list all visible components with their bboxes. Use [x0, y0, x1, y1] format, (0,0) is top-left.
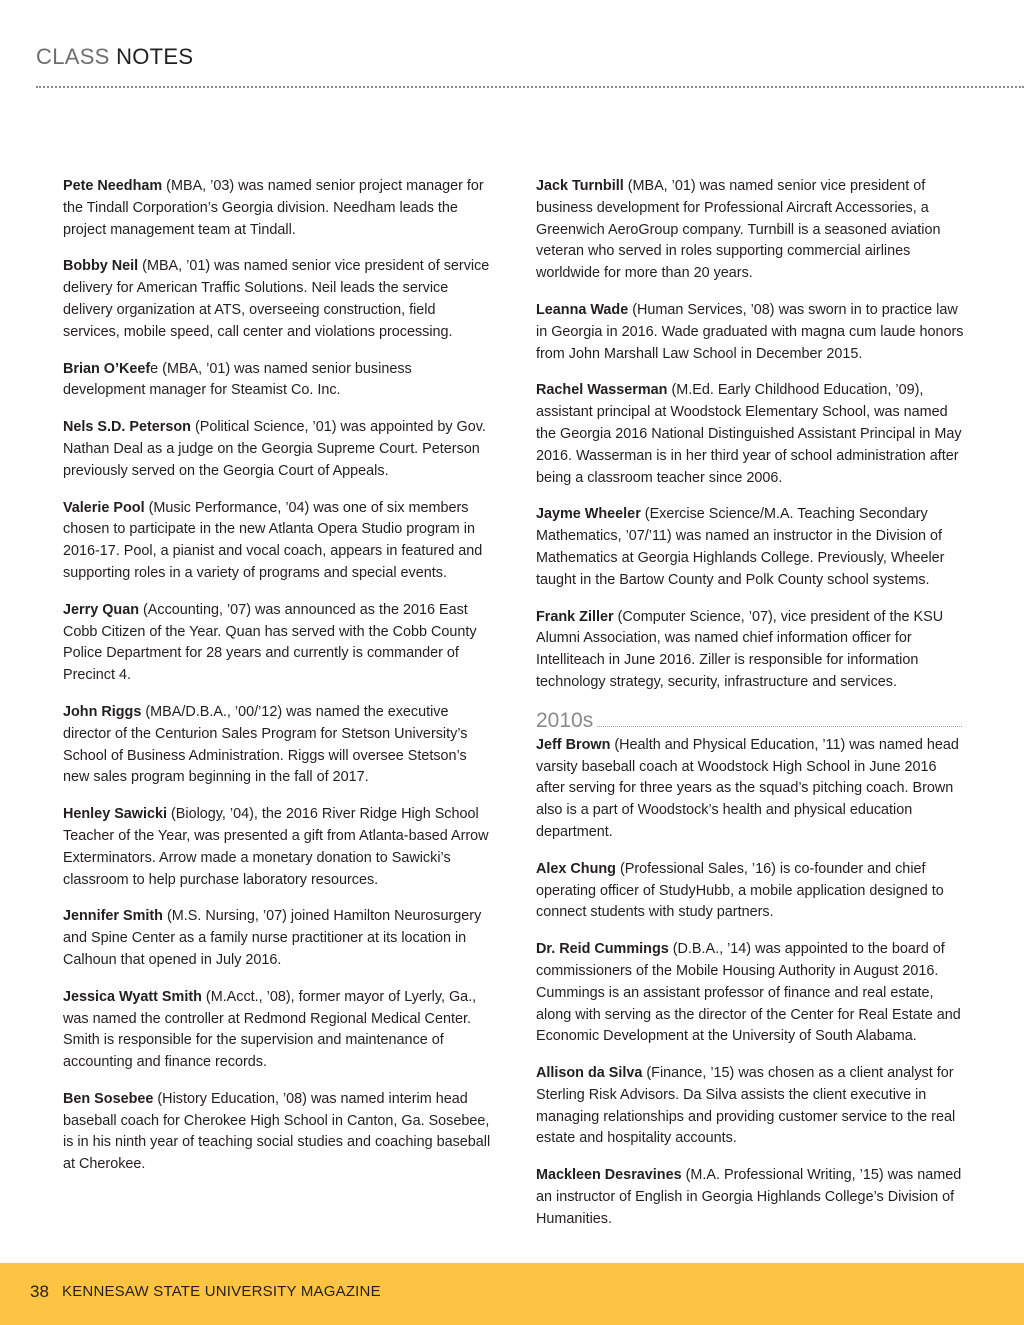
class-note-entry [536, 1063, 968, 1150]
note-text: (MBA, ’01) was named senior vice president of service delivery for American Traffic Solutions. Neil leads the service delivery organization at ATS, overseeing construction, field services, mobile speed, call center and violations processing. [63, 258, 490, 340]
note-text: (Human Services, ’08) was sworn in to practice law in Georgia in 2016. Wade graduated with magna cum laude honors from John Marshall Law School in December 2015. [536, 301, 964, 362]
alumni-name: Valerie Pool [63, 499, 145, 516]
class-note-entry [63, 176, 495, 241]
alumni-name: Brian O’Keef [63, 360, 151, 377]
note-text: (MBA/D.B.A., ’00/’12) was named the executive director of the Centurion Sales Program for Stetson University’s School of Business Administration. Riggs will oversee Stetson’s new sales program beginning in the fall of 2017. [63, 703, 468, 786]
note-text: (Health and Physical Education, ’11) was named head varsity baseball coach at Woodstock High School in June 2016 after serving for three years as the squad’s pitching coach. Brown also is a part of Woodstock’s health and physical education department. [536, 736, 959, 840]
note-text: (M.Ed. Early Childhood Education, ’09), assistant principal at Woodstock Elementary School, was named the Georgia 2016 National Distinguished Assistant Principal in May 2016. Wasserman is in her third year of school administration after being a classroom teacher since 2006. [536, 382, 962, 486]
section-title-class: CLASS [36, 44, 110, 69]
note-text: (MBA, ’01) was named senior vice president of business development for Professional Aircraft Accessories, a Greenwich AeroGroup company. Turnbill is a seasoned aviation veteran who served in roles supporting commercial airlines worldwide for more than 20 years. [536, 178, 941, 282]
decade-heading [536, 709, 968, 733]
alumni-name: Mackleen Desravines [536, 1167, 682, 1184]
alumni-name: Jennifer Smith [63, 908, 163, 925]
class-note-entry [63, 1089, 495, 1176]
class-note-entry [536, 735, 968, 844]
alumni-name: Rachel Wasserman [536, 382, 668, 399]
decade-label: 2010s [536, 708, 594, 732]
left-column [63, 176, 495, 1191]
alumni-name: Jerry Quan [63, 601, 139, 618]
class-note-entry [63, 359, 495, 403]
note-text: (Political Science, ’01) was appointed by Gov. Nathan Deal as a judge on the Georgia Supreme Court. Peterson previously served on the Georgia Court of Appeals. [63, 419, 486, 479]
note-text: (Music Performance, ’04) was one of six members chosen to participate in the new Atlanta Opera Studio program in 2016-17. Pool, a pianist and vocal coach, appears in featured and supporting roles in a variety of programs and special events. [63, 499, 483, 581]
class-note-entry [63, 417, 495, 482]
alumni-name: Bobby Neil [63, 258, 139, 275]
note-text: (Biology, ’04), the 2016 River Ridge High School Teacher of the Year, was presented a gift from Atlanta-based Arrow Exterminators. Arrow made a monetary donation to Sawicki’s classroom to help purchase laboratory resources. [63, 806, 489, 888]
alumni-name: Alex Chung [536, 860, 616, 877]
alumni-name: Frank Ziller [536, 608, 614, 625]
magazine-name: KENNESAW STATE UNIVERSITY MAGAZINE [62, 1283, 381, 1300]
note-text: (Accounting, ’07) was announced as the 2016 East Cobb Citizen of the Year. Quan has served with the Cobb County Police Department for 28 years and currently is commander of Precinct 4. [63, 601, 477, 684]
note-text: (Exercise Science/M.A. Teaching Secondary Mathematics, ’07/’11) was named an instructor in the Division of Mathematics at Georgia Highlands College. Previously, Wheeler taught in the Bartow County and Polk County school systems. [536, 506, 945, 588]
class-note-entry [536, 504, 968, 591]
alumni-name: Leanna Wade [536, 301, 629, 318]
note-text: (M.A. Professional Writing, ’15) was named an instructor of English in Georgia Highlands College’s Division of Humanities. [536, 1167, 962, 1227]
class-note-entry [63, 906, 495, 971]
class-note-entry [63, 987, 495, 1074]
note-text: (Computer Science, ’07), vice president of the KSU Alumni Association, was named chief information officer for Intelliteach in June 2016. Ziller is responsible for information technology strategy, security, infrastructure and services. [536, 608, 944, 690]
note-text: e (MBA, ’01) was named senior business development manager for Steamist Co. Inc. [63, 360, 412, 399]
alumni-name: Jeff Brown [536, 736, 611, 753]
class-note-entry [536, 300, 968, 365]
class-note-entry [536, 939, 968, 1048]
note-text: (D.B.A., ’14) was appointed to the board of commissioners of the Mobile Housing Authority in August 2016. Cummings is an assistant professor of finance and real estate, along with serving as the director of the Center for Real Estate and Economic Development at the University of South Alabama. [536, 941, 961, 1045]
class-note-entry [63, 498, 495, 585]
alumni-name: Pete Needham [63, 178, 163, 194]
alumni-name: Jack Turnbill [536, 178, 624, 194]
alumni-name: Jayme Wheeler [536, 506, 641, 523]
page-number: 38 [30, 1282, 49, 1301]
note-text: (Professional Sales, ’16) is co-founder and chief operating officer of StudyHubb, a mobile application designed to connect students with study partners. [536, 860, 944, 921]
class-note-entry [63, 702, 495, 789]
class-note-entry [536, 607, 968, 694]
alumni-name: Henley Sawicki [63, 806, 167, 823]
right-column [536, 176, 968, 1246]
header-divider [36, 86, 1024, 88]
section-title [36, 44, 193, 70]
alumni-name: John Riggs [63, 703, 142, 720]
class-note-entry [63, 600, 495, 687]
alumni-name: Ben Sosebee [63, 1090, 154, 1107]
note-text: (MBA, ’03) was named senior project manager for the Tindall Corporation’s Georgia division. Needham leads the project management team at Tindall. [63, 178, 484, 238]
alumni-name: Allison da Silva [536, 1065, 643, 1082]
footer-bar [0, 1263, 1024, 1325]
decade-divider [597, 726, 962, 727]
class-note-entry [63, 804, 495, 891]
class-note-entry [536, 1165, 968, 1230]
class-note-entry [536, 859, 968, 924]
alumni-name: Nels S.D. Peterson [63, 419, 191, 436]
note-text: (Finance, ’15) was chosen as a client analyst for Sterling Risk Advisors. Da Silva assists the client executive in managing relationships and providing customer service to the real estate and hospitality accounts. [536, 1065, 956, 1147]
alumni-name: Jessica Wyatt Smith [63, 988, 202, 1005]
class-note-entry [63, 256, 495, 343]
note-text: (M.S. Nursing, ’07) joined Hamilton Neurosurgery and Spine Center as a family nurse practitioner at its location in Calhoun that opened in July 2016. [63, 908, 482, 968]
class-note-entry [536, 380, 968, 489]
note-text: (M.Acct., ’08), former mayor of Lyerly, Ga., was named the controller at Redmond Regional Medical Center. Smith is responsible for the supervision and maintenance of accounting and finance records. [63, 988, 477, 1071]
class-note-entry [536, 176, 968, 285]
alumni-name: Dr. Reid Cummings [536, 941, 669, 958]
note-text: (History Education, ’08) was named interim head baseball coach for Cherokee High School in Canton, Ga. Sosebee, is in his ninth year of teaching social studies and coaching baseball at Cherokee. [63, 1090, 491, 1173]
section-title-notes: NOTES [116, 44, 194, 69]
